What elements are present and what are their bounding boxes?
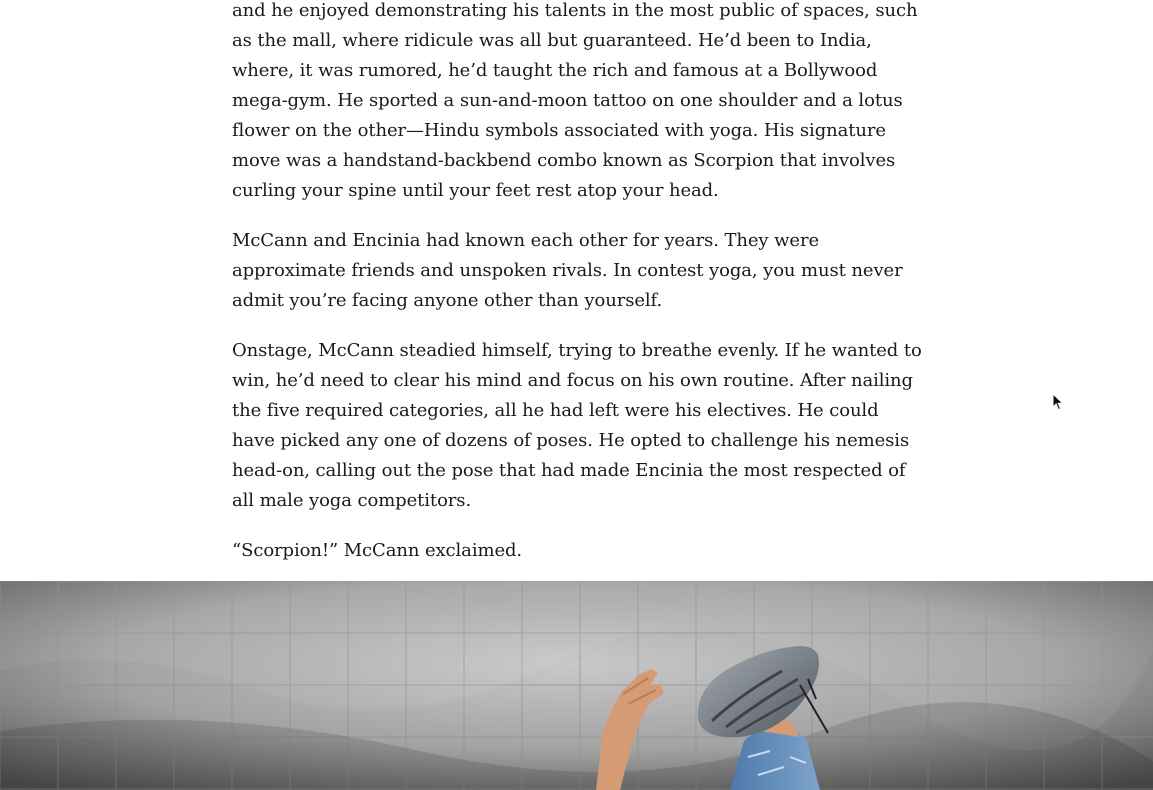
mouse-pointer-icon: [1052, 393, 1064, 411]
article-paragraph: and he enjoyed demonstrating his talents in the most public of spaces, such as the mall, where ridicule was all but guaranteed. He’d been to India, where, it was rumored, he’d taught the rich and famous at a Bollywood mega-gym. He sported a sun-and-moon tattoo on one shoulder and a lotus flower on the other—Hindu symbols associated with yoga. His signature move was a handstand-backbend combo known as Scorpion that involves curling your spine until your feet rest atop your head.: [232, 0, 918, 201]
article-paragraph: “Scorpion!” McCann exclaimed.: [232, 540, 523, 561]
article-body: [232, 0, 922, 586]
article-photo: [0, 581, 1153, 790]
yoga-handstand-photo: [0, 581, 1153, 790]
article-paragraph: Onstage, McCann steadied himself, trying to breathe evenly. If he wanted to win, he’d need to clear his mind and focus on his own routine. After nailing the five required categories, all he had left were his electives. He could have picked any one of dozens of poses. He opted to challenge his nemesis head-on, calling out the pose that had made Encinia the most respected of all male yoga competitors.: [232, 340, 922, 511]
article-paragraph: McCann and Encinia had known each other for years. They were approximate friends and unspoken rivals. In contest yoga, you must never admit you’re facing anyone other than yourself.: [232, 230, 903, 311]
